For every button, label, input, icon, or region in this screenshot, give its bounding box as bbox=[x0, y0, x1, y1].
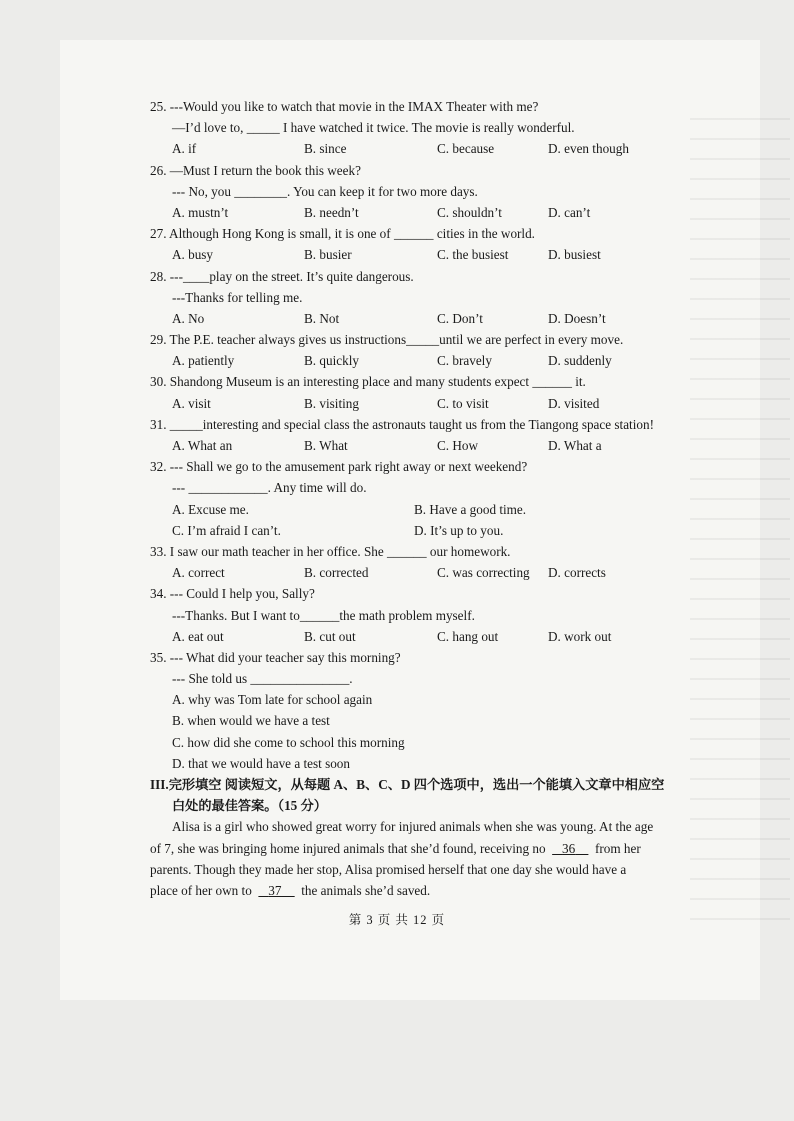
question-27-options bbox=[150, 244, 695, 265]
question-25-stem: 25. ---Would you like to watch that movie in the IMAX Theater with me? bbox=[150, 99, 539, 114]
blank-36-number: 36 bbox=[562, 840, 576, 856]
question-35-option-d[interactable]: D. that we would have a test soon bbox=[172, 755, 350, 771]
question-33-stem: 33. I saw our math teacher in her office. She ______ our homework. bbox=[150, 543, 511, 559]
question-34-stem: 34. --- Could I help you, Sally? bbox=[150, 586, 315, 602]
option-b[interactable]: B. What bbox=[304, 438, 348, 453]
question-27-stem: 27. Although Hong Kong is small, it is one of ______ cities in the world. bbox=[150, 226, 535, 242]
passage-line-4 bbox=[150, 880, 695, 901]
question-26-line2: --- No, you ________. You can keep it for two more days. bbox=[172, 183, 478, 199]
passage-line-2 bbox=[150, 838, 695, 859]
passage-line-1: Alisa is a girl who showed great worry for injured animals when she was young. At the age bbox=[172, 819, 654, 835]
section-subtitle: 白处的最佳答案。（15 分） bbox=[172, 798, 327, 814]
passage-text: the animals she’d saved. bbox=[301, 882, 431, 898]
option-d[interactable]: D. It’s up to you. bbox=[414, 522, 504, 538]
option-c[interactable]: C. the busiest bbox=[437, 247, 509, 263]
option-c[interactable]: C. shouldn’t bbox=[437, 204, 502, 220]
question-32-line2: --- ____________. Any time will do. bbox=[172, 480, 367, 496]
option-b[interactable]: B. visiting bbox=[304, 395, 359, 411]
option-d[interactable]: D. busiest bbox=[548, 247, 601, 263]
question-26-options bbox=[150, 202, 695, 223]
option-c[interactable]: C. because bbox=[437, 141, 495, 157]
bleed-through-shadow bbox=[690, 100, 790, 920]
question-28-line2: ---Thanks for telling me. bbox=[172, 289, 303, 305]
section-title: III.完形填空 阅读短文，从每题 A、B、C、D 四个选项中，选出一个能填入文章中相应空 bbox=[150, 777, 665, 792]
option-c[interactable]: C. Don’t bbox=[437, 310, 483, 326]
blank-36[interactable] bbox=[552, 841, 588, 856]
question-32-options-row2 bbox=[150, 520, 695, 541]
question-25-options bbox=[150, 138, 695, 159]
option-b[interactable]: B. since bbox=[304, 141, 347, 157]
option-b[interactable]: B. needn’t bbox=[304, 204, 359, 220]
option-b[interactable]: B. corrected bbox=[304, 565, 369, 581]
option-c[interactable]: C. to visit bbox=[437, 395, 489, 411]
blank-37-number: 37 bbox=[268, 882, 282, 898]
question-26-stem: 26. —Must I return the book this week? bbox=[150, 162, 361, 178]
option-d[interactable]: D. can’t bbox=[548, 204, 591, 220]
option-b[interactable]: B. Have a good time. bbox=[414, 501, 527, 517]
question-30-stem: 30. Shandong Museum is an interesting place and many students expect ______ it. bbox=[150, 374, 586, 390]
option-c[interactable]: C. hang out bbox=[437, 628, 499, 644]
option-a[interactable]: A. What an bbox=[172, 438, 233, 453]
question-35-line2: --- She told us _______________. bbox=[172, 671, 353, 687]
option-d[interactable]: D. What a bbox=[548, 438, 602, 453]
question-25-line2: —I’d love to, _____ I have watched it twice. The movie is really wonderful. bbox=[172, 120, 575, 136]
question-30-options bbox=[150, 393, 695, 414]
question-29-options bbox=[150, 350, 695, 371]
option-b[interactable]: B. Not bbox=[304, 310, 340, 326]
option-a[interactable]: A. eat out bbox=[172, 628, 224, 644]
option-a[interactable]: A. patiently bbox=[172, 353, 235, 369]
question-32-stem: 32. --- Shall we go to the amusement park right away or next weekend? bbox=[150, 459, 528, 475]
passage-text: from her bbox=[595, 840, 641, 856]
question-35-option-c[interactable]: C. how did she come to school this morning bbox=[172, 734, 405, 750]
question-31-options bbox=[150, 435, 695, 456]
option-b[interactable]: B. busier bbox=[304, 247, 352, 263]
question-31-stem: 31. _____interesting and special class the astronauts taught us from the Tiangong space station! bbox=[150, 416, 654, 432]
question-35-stem: 35. --- What did your teacher say this morning? bbox=[150, 649, 401, 665]
question-35-option-a[interactable]: A. why was Tom late for school again bbox=[172, 692, 373, 708]
option-c[interactable]: C. was correcting bbox=[437, 565, 530, 581]
option-a[interactable]: A. Excuse me. bbox=[172, 501, 249, 517]
question-28-stem: 28. ---____play on the street. It’s quite dangerous. bbox=[150, 268, 414, 284]
question-29-stem: 29. The P.E. teacher always gives us instructions_____until we are perfect in every move. bbox=[150, 332, 624, 348]
blank-37[interactable] bbox=[258, 883, 294, 898]
option-a[interactable]: A. correct bbox=[172, 565, 225, 581]
option-d[interactable]: D. visited bbox=[548, 395, 600, 411]
option-d[interactable]: D. Doesn’t bbox=[548, 310, 606, 326]
question-35-option-b[interactable]: B. when would we have a test bbox=[172, 713, 330, 729]
question-34-line2: ---Thanks. But I want to______the math problem myself. bbox=[172, 607, 475, 623]
option-d[interactable]: D. even though bbox=[548, 141, 629, 157]
option-d[interactable]: D. suddenly bbox=[548, 353, 612, 369]
option-a[interactable]: A. No bbox=[172, 310, 205, 326]
passage-text: of 7, she was bringing home injured animals that she’d found, receiving no bbox=[150, 840, 546, 856]
option-d[interactable]: D. work out bbox=[548, 628, 612, 644]
option-b[interactable]: B. cut out bbox=[304, 628, 356, 644]
option-c[interactable]: C. bravely bbox=[437, 353, 492, 369]
option-a[interactable]: A. if bbox=[172, 141, 197, 157]
option-c[interactable]: C. How bbox=[437, 438, 479, 453]
option-b[interactable]: B. quickly bbox=[304, 353, 359, 369]
option-a[interactable]: A. visit bbox=[172, 395, 211, 411]
question-32-options-row1 bbox=[150, 499, 695, 520]
option-d[interactable]: D. corrects bbox=[548, 565, 606, 581]
passage-line-3: parents. Though they made her stop, Alisa promised herself that one day she would have a bbox=[150, 861, 627, 877]
passage-text: place of her own to bbox=[150, 882, 252, 898]
exam-content bbox=[150, 96, 695, 901]
option-c[interactable]: C. I’m afraid I can’t. bbox=[172, 522, 281, 538]
question-34-options bbox=[150, 626, 695, 647]
question-28-options bbox=[150, 308, 695, 329]
option-a[interactable]: A. busy bbox=[172, 247, 214, 263]
page-footer: 第 3 页 共 12 页 bbox=[348, 913, 446, 927]
question-33-options bbox=[150, 562, 695, 583]
option-a[interactable]: A. mustn’t bbox=[172, 204, 229, 220]
